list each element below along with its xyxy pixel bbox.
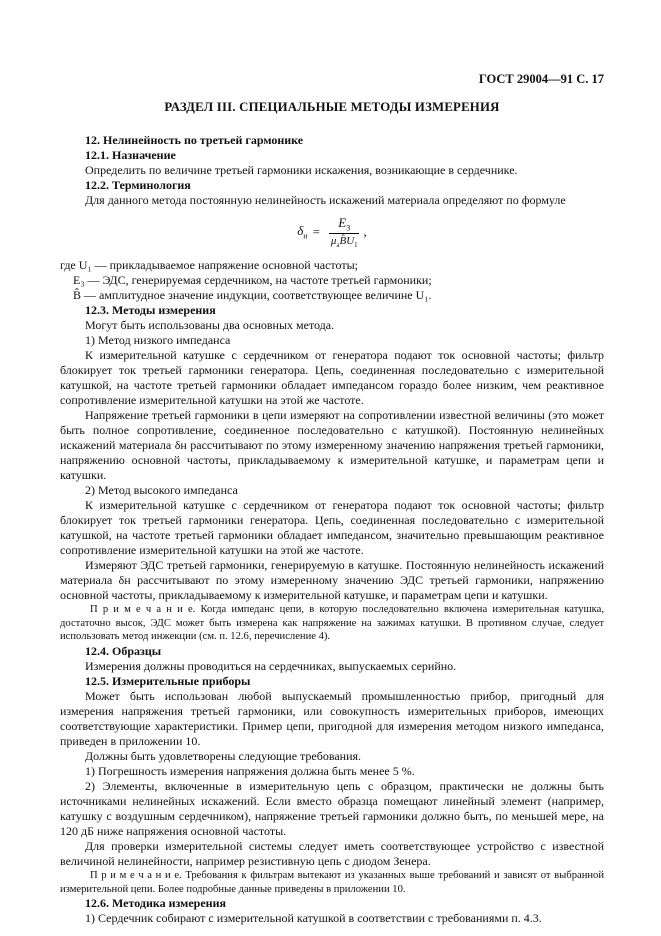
formula-numerator-subscript: 3 <box>346 223 351 233</box>
note-paragraph: П р и м е ч а н и е. Требования к фильтрам вытекают из указанных выше требований и зависят от выбранной измерительной цепи. Более подробные данные приведены в приложении 10. <box>60 870 604 895</box>
clause-12-4-heading: 12.4. Образцы <box>85 644 162 659</box>
method-low-impedance-heading: 1) Метод низкого импеданса <box>85 333 231 348</box>
where-definition-b: B̂ — амплитудное значение индукции, соответствующее величине U₁. <box>73 288 432 303</box>
section-title: РАЗДЕЛ III. СПЕЦИАЛЬНЫЕ МЕТОДЫ ИЗМЕРЕНИЯ <box>164 99 500 114</box>
note-paragraph: П р и м е ч а н и е. Когда импеданс цепи, в которую последовательно включена измерительная катушка, достаточно высок, ЭДС может быть измерена как напряжение на зажимах катушки. В противном случае, следует использовать метод инжекции (см. п. 12.6, перечисление 4). <box>60 604 604 643</box>
requirement-item-1: 1) Погрешность измерения напряжения должна быть менее 5 %. <box>85 764 415 779</box>
formula-mu-symbol: μ <box>330 235 337 248</box>
paragraph: Для данного метода постоянную нелинейность искажений материала определяют по формуле <box>85 192 566 207</box>
gost-page-header: ГОСТ 29004—91 С. 17 <box>478 72 604 86</box>
formula-denominator <box>327 234 362 249</box>
formula-mu-subscript: а <box>336 242 340 250</box>
paragraph: Измерения должны проводиться на сердечниках, выпускаемых серийно. <box>85 659 457 674</box>
paragraph: Напряжение третьей гармоники в цепи измеряют на сопротивлении известной величины (это может быть полное сопротивление, соединенное последовательно с катушкой). Постоянную нелинейных искажений материала δн рассчитывают по этому измеренному значению напряжения третьей гармоники, напряжению основной частоты, прикладываемому к измерительной катушке, и параметрам цепи и катушки. <box>60 408 604 483</box>
paragraph: Для проверки измерительной системы следует иметь соответствующее устройство с известной величиной нелинейности, например резистивную цепь с диодом Зенера. <box>60 839 604 869</box>
clause-12-3-heading: 12.3. Методы измерения <box>85 303 216 318</box>
paragraph: К измерительной катушке с сердечником от генератора подают ток основной частоты; фильтр блокирует ток третьей гармоники генератора. Цепь, соединенная последовательно с измерительной катушкой, на частоте третьей гармоники обладает импедансом, значительно превышающим реактивное сопротивление измерительной катушки на этой же частоте. <box>60 498 604 558</box>
paragraph: Должны быть удовлетворены следующие требования. <box>85 749 362 764</box>
paragraph: Определить по величине третьей гармоники искажения, возникающие в сердечнике. <box>85 162 518 177</box>
requirement-item-2: 2) Элементы, включенные в измерительную цепь с образцом, практически не должны быть источниками нелинейных искажений. Если вместо образца помещают линейный элемент (например, катушку с воздушным сердечником), напряжение третьей гармоники должно быть, по меньшей мере, на 120 дБ ниже напряжения основной частоты. <box>60 779 604 839</box>
paragraph: К измерительной катушке с сердечником от генератора подают ток основной частоты; фильтр блокирует ток третьей гармоники генератора. Цепь, соединенная последовательно с измерительной катушкой, на частоте третьей гармоники обладает импедансом гораздо более низким, чем реактивное сопротивление измерительной катушки на этой же частоте. <box>60 348 604 408</box>
method-high-impedance-heading: 2) Метод высокого импеданса <box>85 483 238 498</box>
formula-numerator-symbol: E <box>338 214 347 230</box>
formula-comma: , <box>363 224 367 239</box>
formula-bu-symbols: B̂U <box>339 235 355 248</box>
formula-equals-sign: = <box>312 224 320 239</box>
formula-bu-subscript: 1 <box>354 242 358 250</box>
clause-12-6-heading: 12.6. Методика измерения <box>85 896 226 911</box>
paragraph: Могут быть использованы два основных метода. <box>85 318 335 333</box>
clause-12-1-heading: 12.1. Назначение <box>85 147 176 162</box>
clause-12-2-heading: 12.2. Терминология <box>85 177 191 192</box>
formula <box>60 215 604 250</box>
paragraph: 1) Сердечник собирают с измерительной катушкой в соответствии с требованиями п. 4.3. <box>85 911 542 926</box>
formula-lhs <box>297 223 307 241</box>
paragraph: Может быть использован любой выпускаемый промышленностью прибор, пригодный для измерения напряжения третьей гармоники, или совокупность измерительных приборов, имеющих соответствующие характеристики. Пример цепи, пригодной для измерения методом низкого импеданса, приведен в приложении 10. <box>60 689 604 749</box>
formula-numerator <box>329 215 359 235</box>
clause-12-heading: 12. Нелинейность по третьей гармонике <box>85 132 304 147</box>
formula-lhs-subscript: н <box>303 231 308 241</box>
paragraph: Измеряют ЭДС третьей гармоники, генерируемую в катушке. Постоянную нелинейность искажений материала δн рассчитывают по этому измеренному значению ЭДС третьей гармоники, напряжению основной частоты, прикладываемому к измерительной катушке, и параметрам цепи и катушки. <box>60 558 604 603</box>
formula-fraction <box>327 215 362 250</box>
where-definition-e3: E₃ — ЭДС, генерируемая сердечником, на частоте третьей гармоники; <box>73 273 432 288</box>
formula-lhs-symbol: δ <box>297 223 304 239</box>
where-definition-u1: где U₁ — прикладываемое напряжение основной частоты; <box>60 258 358 273</box>
clause-12-5-heading: 12.5. Измерительные приборы <box>85 674 251 689</box>
